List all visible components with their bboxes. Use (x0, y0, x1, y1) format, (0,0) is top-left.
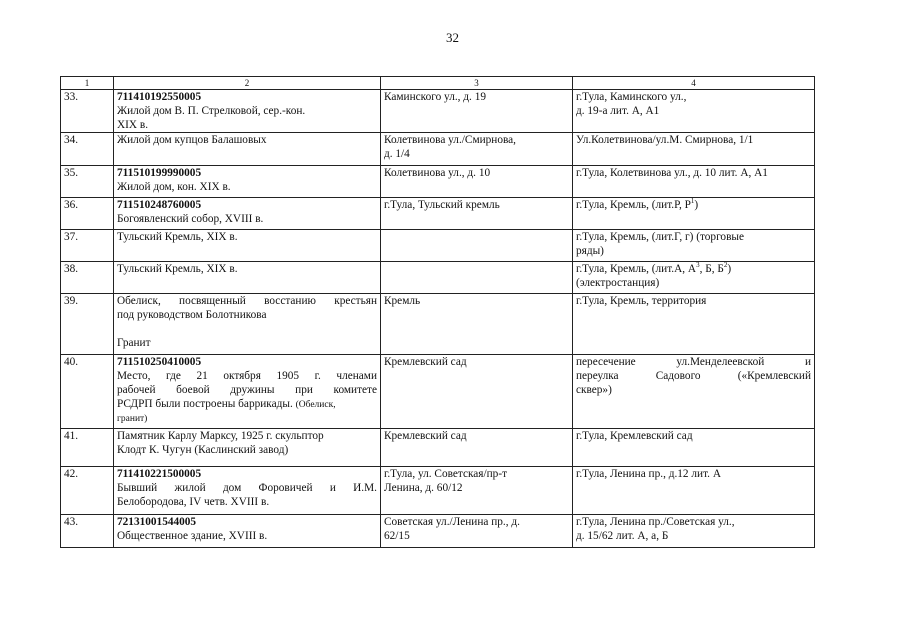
location-text: г.Тула, Ленина пр./Советская ул., (576, 516, 735, 528)
location-cell (573, 198, 815, 230)
row-number: 40. (61, 355, 114, 429)
row-number: 37. (61, 230, 114, 262)
object-name: гранит) (117, 414, 148, 424)
address-cell (381, 90, 573, 133)
table-row (61, 166, 815, 198)
row-number: 36. (61, 198, 114, 230)
object-name: под руководством Болотникова (117, 309, 267, 321)
row-number: 34. (61, 133, 114, 166)
object-name-cell (114, 198, 381, 230)
object-name-cell (114, 166, 381, 198)
location-cell (573, 90, 815, 133)
address-cell (381, 198, 573, 230)
location-cell (573, 133, 815, 166)
object-name: Жилой дом купцов Балашовых (117, 134, 267, 146)
address-cell (381, 429, 573, 467)
location-cell (573, 294, 815, 355)
address-cell (381, 166, 573, 198)
object-name: XIX в. (117, 119, 149, 131)
object-name: Бывший жилой дом Форовичей и И.М. (117, 482, 377, 494)
location-cell (573, 166, 815, 198)
column-header-3: 3 (381, 77, 573, 90)
object-name: Обелиск, посвященный восстанию крестьян (117, 295, 377, 307)
table-row (61, 515, 815, 548)
location-cell (573, 429, 815, 467)
location-text: г.Тула, Кремль, (лит.Г, г) (торговые (576, 231, 745, 243)
object-name-cell (114, 262, 381, 294)
address-text: 62/15 (384, 530, 410, 542)
object-name: Клодт К. Чугун (Каслинский завод) (117, 444, 289, 456)
object-name-cell (114, 355, 381, 429)
table-row (61, 198, 815, 230)
location-cell (573, 262, 815, 294)
object-name-cell (114, 294, 381, 355)
location-text: г.Тула, Каминского ул., (576, 91, 687, 103)
object-code: 711410221500005 (117, 468, 202, 480)
object-name: Памятник Карлу Марксу, 1925 г. скульптор (117, 430, 324, 442)
address-text: Колетвинова ул./Смирнова, (384, 134, 517, 146)
column-header-2: 2 (114, 77, 381, 90)
object-code: 711510248760005 (117, 199, 202, 211)
row-number: 35. (61, 166, 114, 198)
address-cell (381, 355, 573, 429)
table-row (61, 262, 815, 294)
address-cell (381, 294, 573, 355)
object-name: РСДРП были построены баррикады. (Обелиск, (117, 398, 336, 410)
column-header-1: 1 (61, 77, 114, 90)
object-name: Гранит (117, 337, 151, 349)
object-code: 72131001544005 (117, 516, 197, 528)
object-name-cell (114, 429, 381, 467)
header-row (61, 77, 815, 90)
object-name-cell (114, 230, 381, 262)
object-name: Тульский Кремль, XIX в. (117, 263, 238, 275)
address-text: Кремль (384, 295, 421, 307)
location-cell (573, 230, 815, 262)
address-cell (381, 230, 573, 262)
location-text: ряды) (576, 245, 604, 257)
table-row (61, 467, 815, 515)
address-text: Советская ул./Ленина пр., д. (384, 516, 520, 528)
table-row (61, 133, 815, 166)
address-text: Ленина, д. 60/12 (384, 482, 463, 494)
column-header-4: 4 (573, 77, 815, 90)
address-text: д. 1/4 (384, 148, 410, 160)
location-text: г.Тула, Кремль, территория (576, 295, 707, 307)
heritage-register-table (60, 76, 815, 548)
address-text: Кремлевский сад (384, 356, 467, 368)
location-text: г.Тула, Кремлевский сад (576, 430, 693, 442)
address-text: Каминского ул., д. 19 (384, 91, 486, 103)
table-row (61, 294, 815, 355)
table-row (61, 429, 815, 467)
location-text: г.Тула, Колетвинова ул., д. 10 лит. А, А1 (576, 167, 768, 179)
row-number: 38. (61, 262, 114, 294)
address-cell (381, 467, 573, 515)
row-number: 39. (61, 294, 114, 355)
address-text: Кремлевский сад (384, 430, 467, 442)
object-code: 711510199990005 (117, 167, 202, 179)
address-text: г.Тула, Тульский кремль (384, 199, 500, 211)
location-text: д. 19-а лит. А, А1 (576, 105, 660, 117)
location-text: сквер») (576, 384, 612, 396)
table-row (61, 355, 815, 429)
object-name: рабочей боевой дружины при комитете (117, 384, 377, 396)
row-number: 43. (61, 515, 114, 548)
object-name: Белобородова, IV четв. XVIII в. (117, 496, 270, 508)
object-name: Общественное здание, XVIII в. (117, 530, 268, 542)
location-text: (электростанция) (576, 277, 660, 289)
object-name-cell (114, 133, 381, 166)
location-text: Ул.Колетвинова/ул.М. Смирнова, 1/1 (576, 134, 754, 146)
object-name: Тульский Кремль, XIX в. (117, 231, 238, 243)
table-row (61, 90, 815, 133)
address-cell (381, 515, 573, 548)
object-code: 711510250410005 (117, 356, 202, 368)
object-name-cell (114, 467, 381, 515)
location-text: г.Тула, Ленина пр., д.12 лит. А (576, 468, 721, 480)
location-cell (573, 467, 815, 515)
location-text: г.Тула, Кремль, (лит.Р, $Р^1$) (576, 197, 699, 211)
object-name: Богоявленский собор, XVIII в. (117, 213, 264, 225)
object-name: Место, где 21 октября 1905 г. членами (117, 370, 377, 382)
row-number: 41. (61, 429, 114, 467)
location-text: переулка Садового («Кремлевский (576, 370, 811, 382)
address-text: Колетвинова ул., д. 10 (384, 167, 491, 179)
object-name: Жилой дом В. П. Стрелковой, сер.-кон. (117, 105, 306, 117)
location-text: пересечение ул.Менделеевской и (576, 356, 811, 368)
table-row (61, 230, 815, 262)
object-code: 711410192550005 (117, 91, 202, 103)
address-text: г.Тула, ул. Советская/пр-т (384, 468, 508, 480)
address-cell (381, 262, 573, 294)
object-name-cell (114, 515, 381, 548)
location-text: д. 15/62 лит. А, а, Б (576, 530, 669, 542)
row-number: 42. (61, 467, 114, 515)
object-name-cell (114, 90, 381, 133)
location-text: г.Тула, Кремль, (лит.А, $А^3$, Б, $Б^2$) (576, 261, 732, 275)
page-number: 32 (446, 30, 459, 45)
location-cell (573, 515, 815, 548)
address-cell (381, 133, 573, 166)
object-name: Жилой дом, кон. XIX в. (117, 181, 231, 193)
location-cell (573, 355, 815, 429)
row-number: 33. (61, 90, 114, 133)
